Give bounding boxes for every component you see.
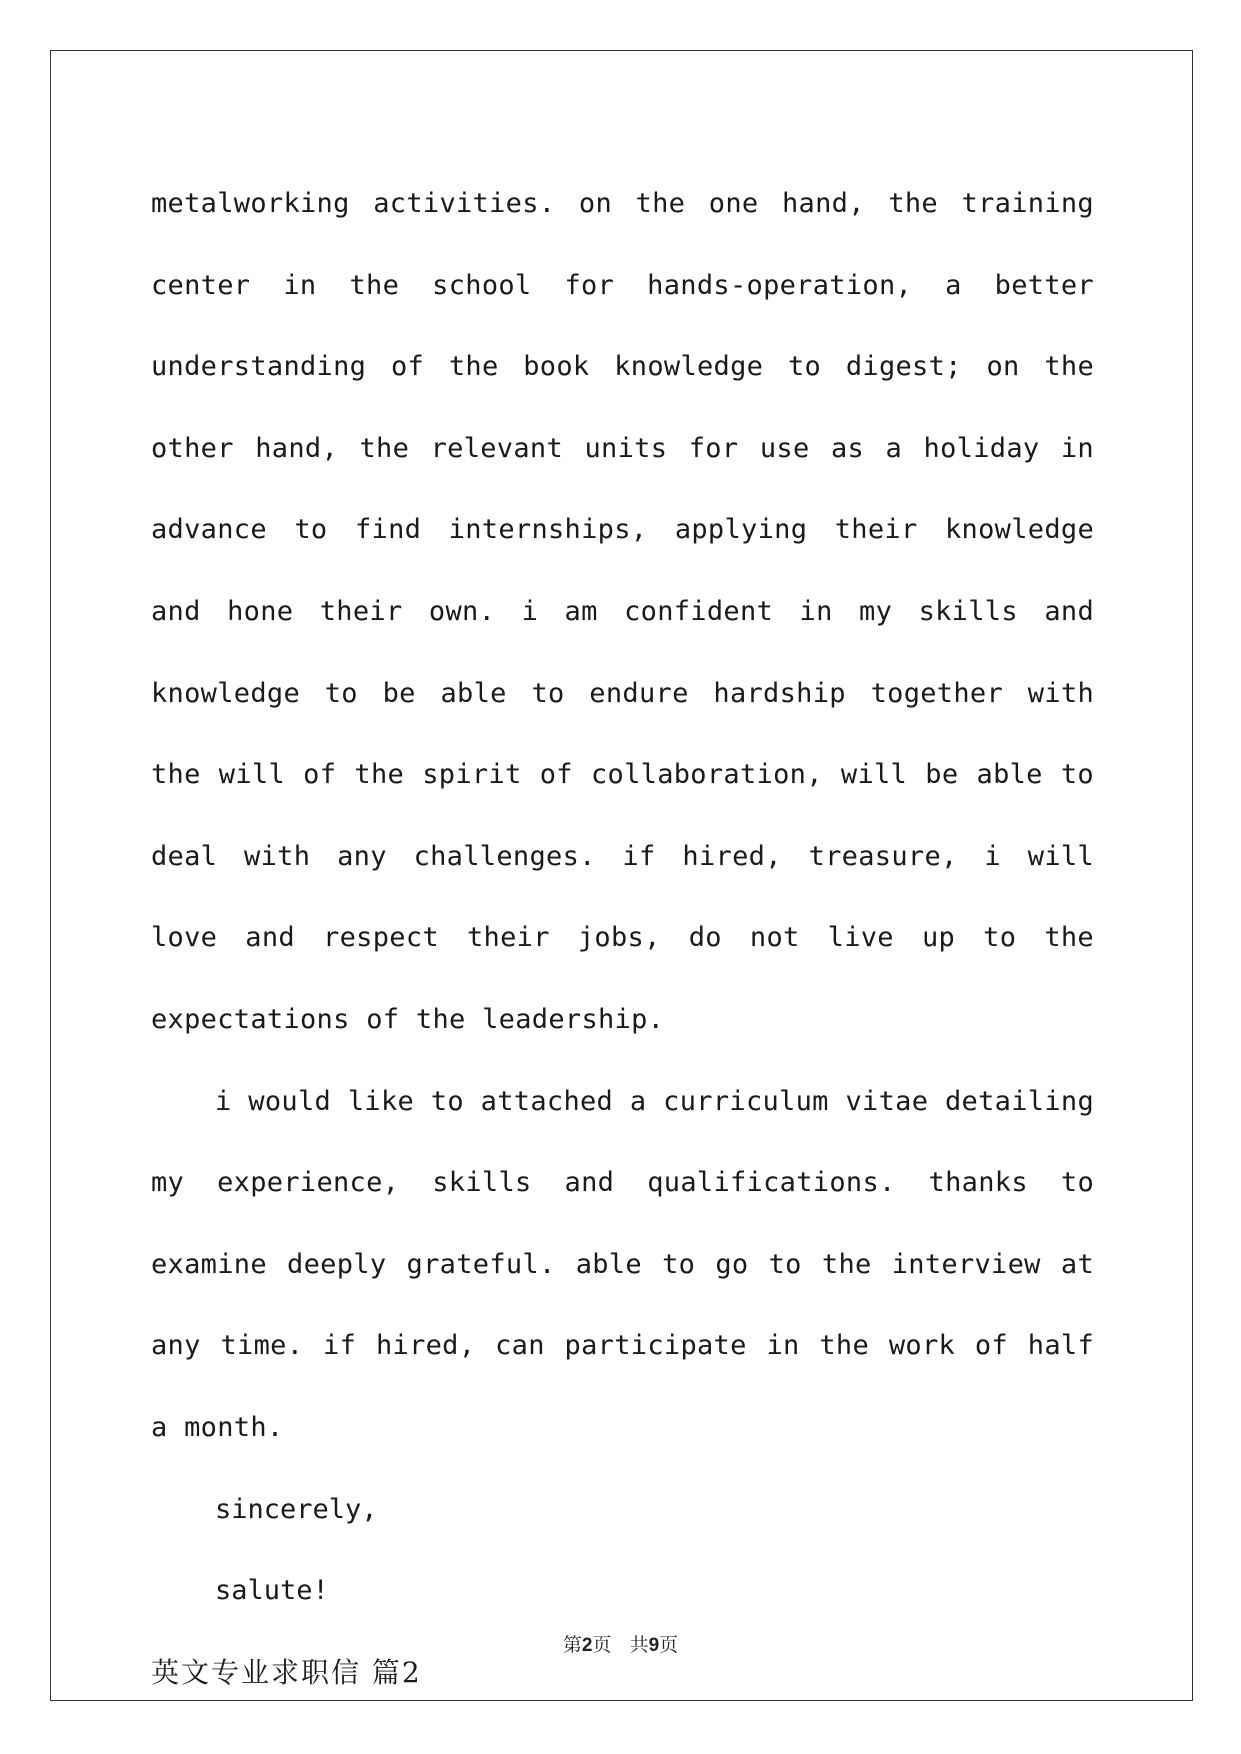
page-label-prefix: 第 <box>562 1634 582 1656</box>
closing-line: sincerely, <box>215 1493 378 1525</box>
salutation-line: salute! <box>215 1575 329 1607</box>
page-footer <box>0 1630 1241 1657</box>
current-page-number: 2 <box>581 1635 593 1656</box>
page-label-suffix: 页 <box>592 1634 612 1656</box>
total-label-prefix: 共 <box>629 1634 649 1656</box>
section-heading: 英文专业求职信 篇2 <box>151 1655 422 1689</box>
total-pages-number: 9 <box>648 1635 660 1656</box>
document-body <box>151 163 1094 1713</box>
body-paragraph: i would like to attached a curriculum vitae detailing my experience, skills and qualifications. thanks to examine deeply grateful. able to go to the interview at any time. if hired, can participate in the work of half a month. <box>151 1085 1094 1443</box>
body-paragraph: metalworking activities. on the one hand, the training center in the school for hands-operation, a better understanding of the book knowledge to digest; on the other hand, the relevant units for use as a holiday in advance to find internships, applying their knowledge and hone their own. i am confident in my skills and knowledge to be able to endure hardship together with the will of the spirit of collaboration, will be able to deal with any challenges. if hired, treasure, i will love and respect their jobs, do not live up to the expectations of the leadership. <box>151 188 1094 1035</box>
total-label-suffix: 页 <box>659 1634 679 1656</box>
